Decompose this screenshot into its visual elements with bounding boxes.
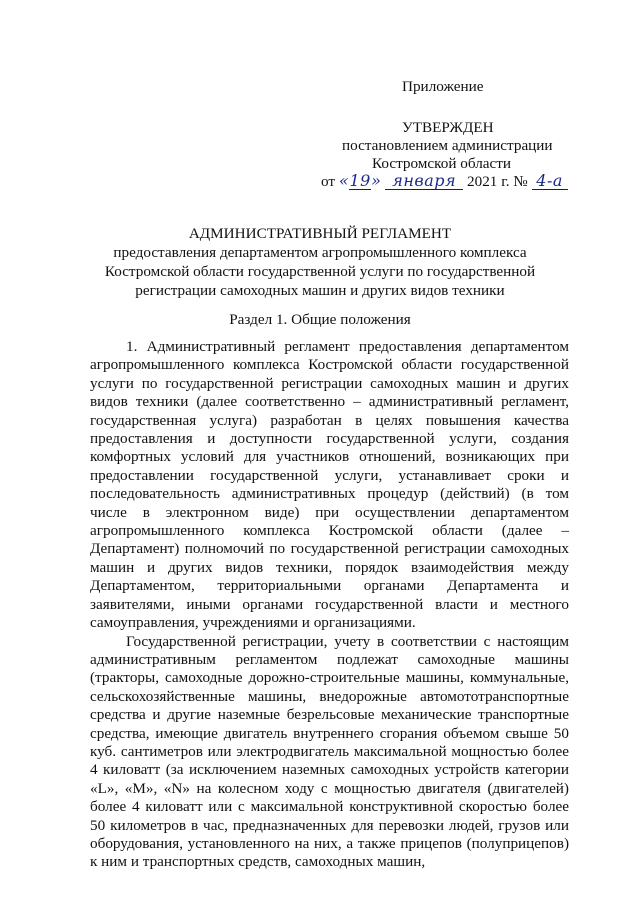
title-subline-1: предоставления департаментом агропромышленного комплекса	[113, 244, 527, 261]
decree-date-line	[321, 172, 568, 191]
body-paragraph-1: 1. Административный регламент предоставления департаментом агропромышленного комплекса Костромской области государственной услуги по государственной регистрации самоходных машин и других видов техники (далее соответственно – административный регламент, государственная услуга) разработан в целях повышения качества предоставления и доступности государственной услуги, создания комфортных условий для участников отношений, возникающих при предоставлении государственной услуги, устанавливает сроки и последовательность административных процедур (действий) (в том числе в электронном виде) при осуществлении департаментом агропромышленного комплекса Костромской области (далее – Департамент) полномочий по государственной регистрации самоходных машин и других видов техники, порядок взаимодействия между Департаментом, территориальными органами Департамента и заявителями, иными органами государственной власти и местного самоуправления, учреждениями и организациями.	[90, 338, 569, 632]
section-heading: Раздел 1. Общие положения	[229, 311, 411, 328]
document-body	[90, 338, 569, 872]
close-quote: »	[371, 171, 382, 190]
decree-line: постановлением администрации	[342, 137, 553, 154]
handwritten-number: 4-а	[532, 173, 568, 190]
approved-label: УТВЕРЖДЕН	[402, 119, 494, 136]
body-paragraph-2: Государственной регистрации, учету в соответствии с настоящим административным регламентом подлежат самоходные машины (тракторы, самоходные дорожно-строительные машины, коммунальные, сельскохозяйственные машины, внедорожные автомототранспортные средства и другие наземные безрельсовые механические транспортные средства, имеющие двигатель внутреннего сгорания объемом свыше 50 куб. сантиметров или электродвигатель максимальной мощностью более 4 киловатт (за исключением наземных самоходных устройств категории «L», «M», «N» на колесном ходу с мощностью двигателя (двигателей) более 4 киловатт или с максимальной конструктивной скоростью более 50 километров в час, предназначенных для перевозки людей, грузов или оборудования, установленного на них, а также прицепов (полуприцепов) к ним и транспортных средств, самоходных машин,	[90, 632, 569, 871]
year-and-number-label: 2021 г. №	[467, 173, 528, 190]
title-subline-3: регистрации самоходных машин и других видов техники	[135, 282, 505, 299]
region-line: Костромской области	[372, 155, 512, 172]
open-quote: «	[338, 171, 350, 190]
title-subline-2: Костромской области государственной услуги по государственной	[104, 263, 536, 280]
date-prefix: от	[321, 173, 336, 190]
appendix-label: Приложение	[402, 78, 484, 95]
handwritten-month: января	[385, 173, 463, 190]
handwritten-day: 19	[349, 171, 371, 190]
document-title: АДМИНИСТРАТИВНЫЙ РЕГЛАМЕНТ	[188, 225, 452, 242]
